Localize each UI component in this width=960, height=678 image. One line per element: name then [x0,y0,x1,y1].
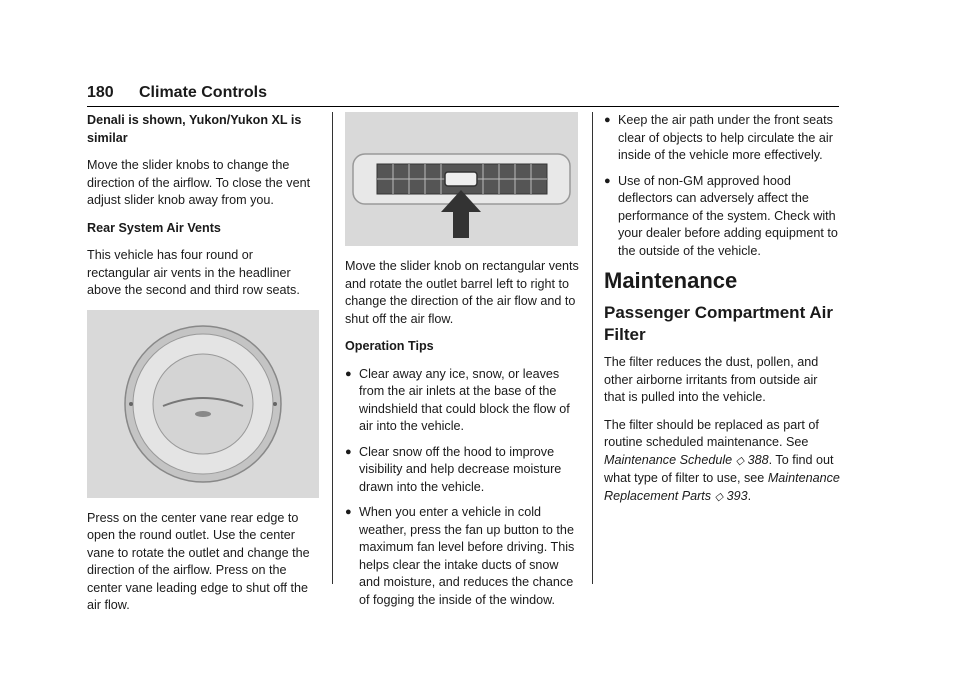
list-item: ● Clear away any ice, snow, or leaves from the air inlets at the base of the windshield that could block the flow of air into the vehicle. [345,366,570,433]
page-ref-icon: ◇ [735,454,745,467]
paragraph: This vehicle has four round or rectangular air vents in the headliner above the second and third row seats. [87,248,300,297]
bullet-icon: ● [604,174,611,187]
paragraph: Press on the center vane rear edge to open the round outlet. Use the center vane to rotate the outlet and change the direction of the airflow. Press on the center vane leading edge to shut off the air flow. [87,510,310,612]
paragraph: The filter reduces the dust, pollen, and other airborne irritants from outside air that is pulled into the vehicle. [604,355,819,404]
page-header [87,80,839,107]
page-number: 180 [87,84,114,101]
list-item: ● When you enter a vehicle in cold weather, press the fan up button to the maximum fan level before driving. This helps clear the intake ducts of snow and moisture, and reduces the chance of fogging the inside of the window. [345,505,575,607]
figure-caption: Denali is shown, Yukon/Yukon XL is similar [87,113,302,145]
bullet-icon: ● [604,114,611,126]
paragraph: Move the slider knobs to change the direction of the airflow. To close the vent adjust slider knob away from you. [87,158,311,207]
section-heading: Maintenance [604,268,738,293]
list-item: ● Use of non-GM approved hood deflectors can adversely affect the performance of the system. Check with your dealer before adding equipment to the outside of the vehicle. [604,173,838,258]
cross-reference-link[interactable]: Maintenance Schedule ◇ 388 [604,452,769,467]
bullet-list [345,366,580,610]
column-divider [332,112,333,584]
subheading: Rear System Air Vents [87,220,221,235]
column-middle [345,112,580,617]
paragraph: The filter should be replaced as part of routine scheduled maintenance. See Maintenance Schedule ◇ 388. To find out what type of filter to use, see Maintenance Replacement Parts ◇ 393. [604,417,840,503]
cross-reference-link[interactable]: Maintenance Replacement Parts ◇ 393 [604,471,840,503]
paragraph: Move the slider knob on rectangular vents and rotate the outlet barrel left to right to change the direction of the air flow and to shut off the air flow. [345,259,579,326]
column-right [604,112,840,516]
bullet-icon: ● [345,506,352,518]
round-vent-illustration [87,310,319,498]
rectangular-vent-illustration [345,112,578,246]
page-ref-icon: ◇ [714,490,724,503]
list-item: ● Keep the air path under the front seats clear of objects to help circulate the air inside of the vehicle more effectively. [604,113,833,162]
section-title: Climate Controls [139,84,268,101]
column-left [87,112,319,625]
column-divider [592,112,593,584]
subheading: Operation Tips [345,339,434,353]
bullet-icon: ● [345,367,352,380]
list-item: ● Clear snow off the hood to improve visibility and help decrease moisture drawn into the vehicle. [345,444,562,494]
bullet-list [604,112,840,260]
bullet-icon: ● [345,445,352,458]
subsection-heading: Passenger Compartment Air Filter [604,303,833,344]
